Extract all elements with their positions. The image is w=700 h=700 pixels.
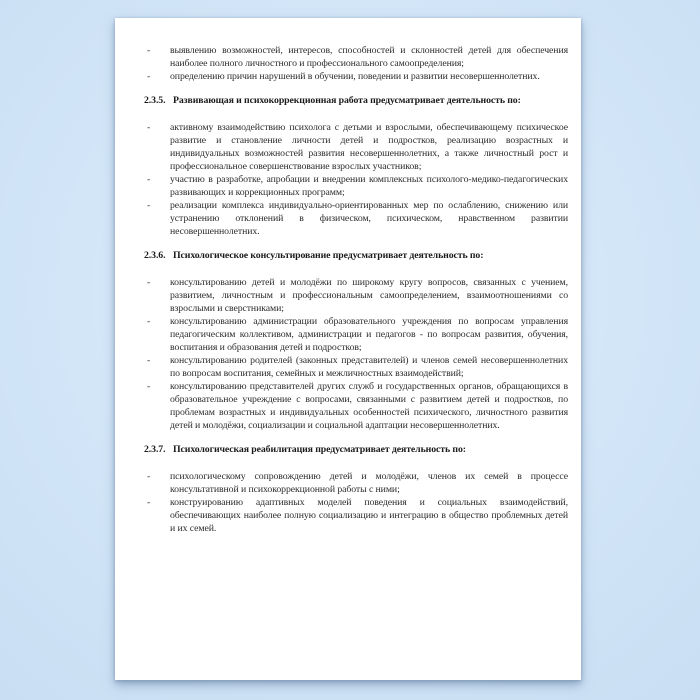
bullet-dash: - bbox=[147, 355, 151, 366]
list-item-text: консультированию представителей других служб и государственных органов, обращающихся в образовательное учреждение с вопросами, связанными с развитием детей и подростков, по проблемам возрастных и индивидуальных особенностей психического, личностного развития детей и молодёжи, социализации и социальной адаптации несовершеннолетних. bbox=[170, 381, 568, 431]
section-heading-2-3-7 bbox=[144, 443, 568, 456]
section-title: Психологическая реабилитация предусматривает деятельность по: bbox=[173, 444, 466, 455]
section-2-3-6-list bbox=[144, 276, 568, 432]
list-item-text: конструированию адаптивных моделей поведения и социальных взаимодействий, обеспечивающих наиболее полную социализацию и интеграцию в общество проблемных детей и их семей. bbox=[170, 497, 568, 534]
list-item-text: консультированию родителей (законных представителей) и членов семей несовершеннолетних по вопросам воспитания, семейных и межличностных взаимодействий; bbox=[170, 355, 568, 379]
bullet-dash: - bbox=[147, 45, 151, 56]
section-2-3-7-list bbox=[144, 470, 568, 535]
bullet-dash: - bbox=[147, 71, 151, 82]
list-item bbox=[144, 70, 568, 83]
list-item-text: консультированию детей и молодёжи по широкому кругу вопросов, связанных с учением, развитием, личностным и профессиональным самоопределением, взаимоотношениями со взрослыми и сверстниками; bbox=[170, 277, 568, 314]
section-2-3-5-list bbox=[144, 121, 568, 238]
bullet-dash: - bbox=[147, 277, 151, 288]
list-item-text: консультированию администрации образовательного учреждения по вопросам управления педагогическим коллективом, администрации и педагогов - по вопросам развития, обучения, воспитания и образования детей и подростков; bbox=[170, 316, 568, 353]
list-item-text: активному взаимодействию психолога с детьми и взрослыми, обеспечивающему психическое развитие и становление личности детей и подростков, реализацию возрастных и индивидуальных возможностей развития несовершеннолетних, а также личностный рост и профессиональное совершенствование взрослых участников; bbox=[170, 122, 568, 172]
list-item-text: участию в разработке, апробации и внедрении комплексных психолого-медико-педагогических развивающих и коррекционных программ; bbox=[170, 174, 568, 198]
list-item bbox=[144, 276, 568, 315]
list-item bbox=[144, 121, 568, 173]
section-heading-2-3-6 bbox=[144, 249, 568, 262]
list-item-text: психологическому сопровождению детей и молодёжи, членов их семей в процессе консультативной и психокоррекционной работы с ними; bbox=[170, 471, 568, 495]
bullet-dash: - bbox=[147, 200, 151, 211]
list-item bbox=[144, 44, 568, 70]
list-item bbox=[144, 380, 568, 432]
bullet-dash: - bbox=[147, 174, 151, 185]
bullet-dash: - bbox=[147, 316, 151, 327]
section-number: 2.3.6. bbox=[144, 250, 166, 261]
list-item bbox=[144, 315, 568, 354]
bullet-dash: - bbox=[147, 497, 151, 508]
list-item bbox=[144, 354, 568, 380]
section-title: Развивающая и психокоррекционная работа предусматривает деятельность по: bbox=[173, 95, 521, 106]
list-item-text: определению причин нарушений в обучении, поведении и развитии несовершеннолетних. bbox=[170, 71, 540, 82]
list-item bbox=[144, 470, 568, 496]
section-title: Психологическое консультирование предусматривает деятельность по: bbox=[173, 250, 484, 261]
section-heading-2-3-5 bbox=[144, 94, 568, 107]
document-page bbox=[115, 18, 581, 680]
list-item-text: выявлению возможностей, интересов, способностей и склонностей детей для обеспечения наиболее полного личностного и профессионального самоопределения; bbox=[170, 45, 568, 69]
bullet-dash: - bbox=[147, 471, 151, 482]
bullet-list-intro bbox=[144, 44, 568, 83]
bullet-dash: - bbox=[147, 122, 151, 133]
bullet-dash: - bbox=[147, 381, 151, 392]
section-number: 2.3.7. bbox=[144, 444, 166, 455]
list-item bbox=[144, 173, 568, 199]
list-item-text: реализации комплекса индивидуально-ориентированных мер по ослаблению, снижению или устранению отклонений в физическом, психическом, нравственном развитии несовершеннолетних. bbox=[170, 200, 568, 237]
document-content bbox=[144, 44, 568, 535]
section-number: 2.3.5. bbox=[144, 95, 166, 106]
list-item bbox=[144, 199, 568, 238]
list-item bbox=[144, 496, 568, 535]
